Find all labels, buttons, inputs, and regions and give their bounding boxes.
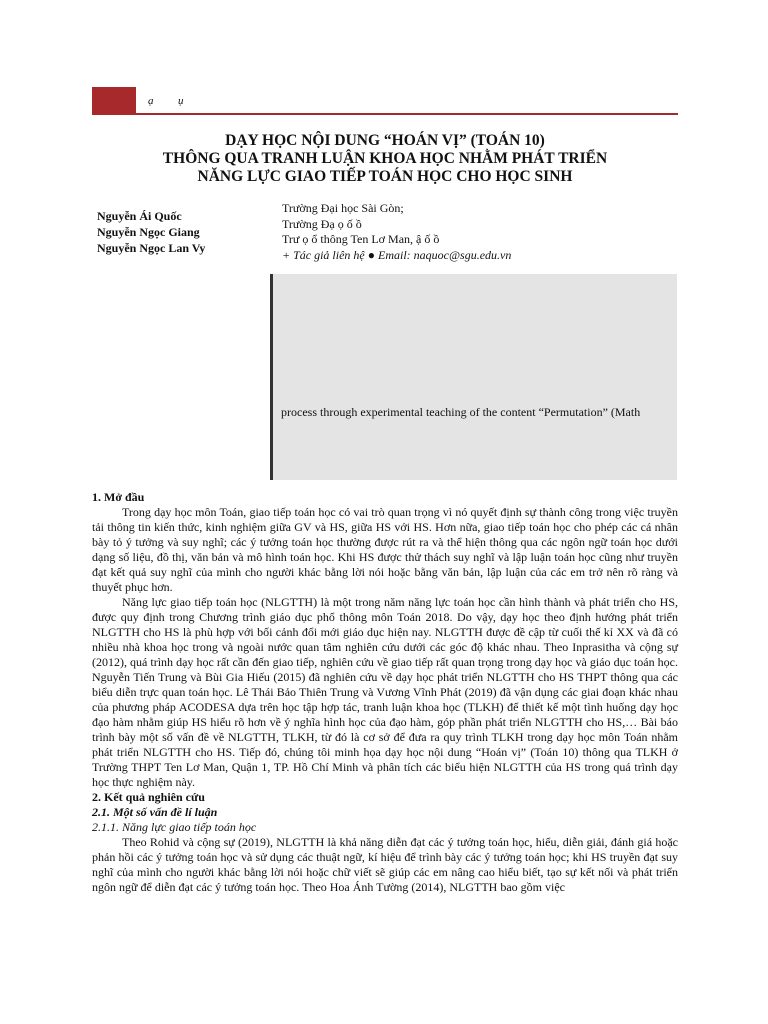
paragraph: Năng lực giao tiếp toán học (NLGTTH) là một trong năm năng lực toán học cần hình thành và phát triển cho HS, được quy định trong Chương trình giáo dục phổ thông môn Toán 2018. Do vậy, dạy học theo định hướng phát triển NLGTTH cho HS là phù hợp với bối cảnh đổi mới giáo dục hiện nay. NLGTTH được đề cập từ cuối thế kỉ XX và đã có nhiều nhà khoa học trong và ngoài nước quan tâm nghiên cứu dưới các góc độ khác nhau. Theo Inprasitha và cộng sự (2012), quá trình dạy học rất cần đến giao tiếp, nghiên cứu về giao tiếp rất quan trọng trong dạy học và giáo dục toán học. Nguyễn Tiến Trung và Bùi Gia Hiếu (2015) đã nghiên cứu về dạy học phát triển NLGTTH cho HS THPT thông qua các biểu diễn trực quan toán học. Lê Thái Bảo Thiên Trung và Vương Vĩnh Phát (2019) đã vận dụng các giai đoạn khác nhau của phương pháp ACODESA dựa trên học tập hợp tác, tranh luận khoa học (TLKH) để thiết kế một tình huống dạy học đạo hàm nhằm giúp HS hiểu rõ hơn về ý nghĩa hình học của đạo hàm, góp phần phát triển NLGTTH cho HS,… Bài báo trình bày một số vấn đề về NLGTTH, TLKH, từ đó là cơ sở để đưa ra quy trình TLKH trong dạy học môn Toán nhằm phát triển NLGTTH cho HS. Tiếp đó, chúng tôi minh họa dạy học nội dung “Hoán vị” (Toán 10) thông qua TLKH ở Trường THPT Ten Lơ Man, Quận 1, TP. Hồ Chí Minh và phân tích các biểu hiện NLGTTH của HS trong quá trình dạy học thực nghiệm này. [92,595,678,789]
article-body [92,490,678,895]
corresponding-author: + Tác giả liên hệ ● Email: naquoc@sgu.edu.vn [282,247,512,262]
paragraph: Trong dạy học môn Toán, giao tiếp toán học có vai trò quan trọng vì nó quyết định sự thành công trong việc truyền tải thông tin kiến thức, kinh nghiệm giữa GV và HS, giữa HS với HS. Hơn nữa, giao tiếp toán học cho phép các cá nhân bày tỏ ý tưởng và suy nghĩ; các ý tưởng toán học thường được rút ra và thể hiện thông qua các ngôn ngữ toán học dưới dạng số liệu, đồ thị, văn bản và mô hình toán học. Khi HS được thử thách suy nghĩ và lập luận toán học cũng như truyền đạt kết quả suy nghĩ của mình cho người khác bằng lời nói hoặc bằng văn bản, lập luận của các em trở nên rõ ràng và thuyết phục hơn. [92,505,678,594]
author-name: Nguyễn Ái Quốc [97,209,182,223]
title-line: THÔNG QUA TRANH LUẬN KHOA HỌC NHẰM PHÁT TRIỂN [162,150,608,167]
section-heading: 1. Mở đầu [92,490,145,504]
author-name: Nguyễn Ngọc Giang [97,225,200,239]
title-line: DẠY HỌC NỘI DUNG “HOÁN VỊ” (TOÁN 10) [225,132,545,149]
title-line: NĂNG LỰC GIAO TIẾP TOÁN HỌC CHO HỌC SINH [197,168,573,185]
affiliation: Trường Đạ ọ ố ồ [282,216,362,231]
subsubsection-heading: 2.1.1. Năng lực giao tiếp toán học [92,820,257,834]
abstract-box [270,274,677,480]
running-header [148,95,208,107]
header-accent-block [92,87,136,115]
author-name: Nguyễn Ngọc Lan Vy [97,241,206,255]
paper-title [90,132,680,186]
header-rule [136,113,678,115]
affiliation-list [282,201,511,263]
affiliation: Trư ọ ổ thông Ten Lơ Man, ậ ố ồ [282,232,440,246]
running-header-right: ụ [178,95,184,107]
paragraph: Theo Rohid và cộng sự (2019), NLGTTH là khả năng diễn đạt các ý tưởng toán học, hiểu, diễn giải, đánh giá hoặc phản hồi các ý tưởng toán học và sử dụng các thuật ngữ, kí hiệu để trình bày các ý tưởng toán học; khi HS truyền đạt suy nghĩ của mình cho người khác bằng lời nói hoặc chữ viết sẽ giúp các em nâng cao hiểu biết, tạo sự kết nối và phát triển ngôn ngữ để diễn đạt các ý tưởng toán học. Theo Hoa Ánh Tường (2014), NLGTTH bao gồm việc [92,835,678,894]
abstract-fragment: process through experimental teaching of the content “Permutation” (Math [281,405,641,419]
running-header-left: ạ [148,95,154,107]
author-list [97,208,205,256]
subsection-heading: 2.1. Một số vấn đề lí luận [92,805,218,819]
section-heading: 2. Kết quả nghiên cứu [92,790,205,804]
affiliation: Trường Đại học Sài Gòn; [282,201,404,215]
